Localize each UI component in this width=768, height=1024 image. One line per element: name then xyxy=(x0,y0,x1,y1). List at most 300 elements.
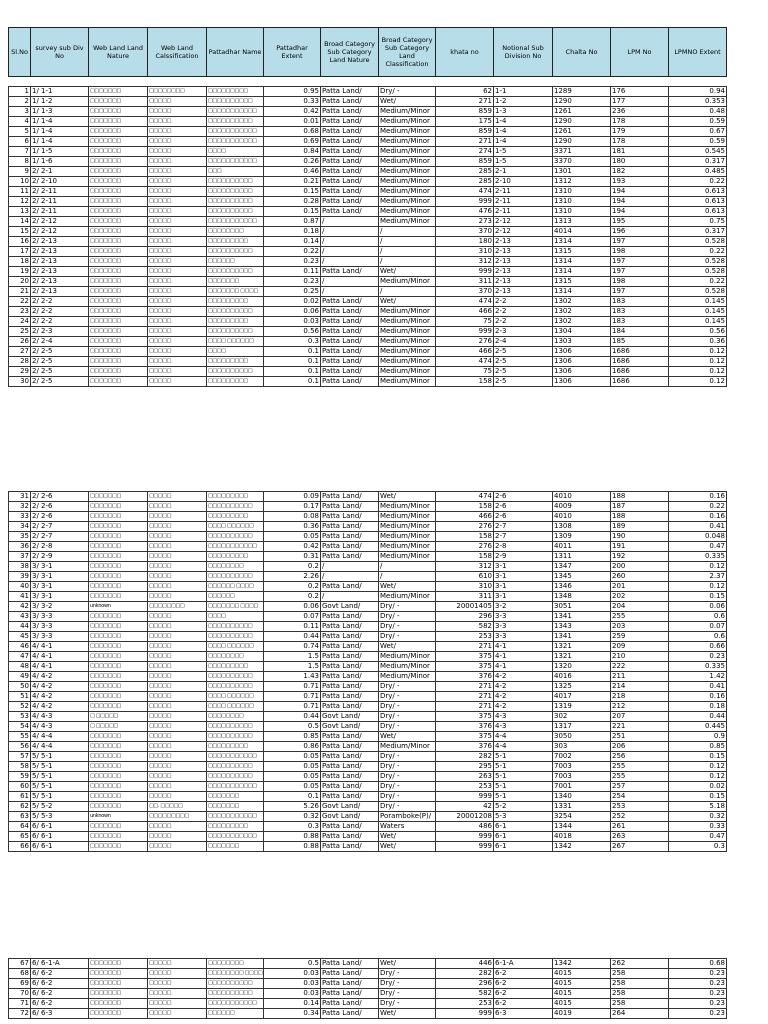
table-row xyxy=(9,157,727,167)
land-classification-cell: □□. □□□□□ xyxy=(148,802,207,812)
notional-sub-div-cell: 2-4 xyxy=(494,337,553,347)
khata-no-cell: 62 xyxy=(436,87,494,97)
lpm-no-cell: 209 xyxy=(611,642,669,652)
survey-sub-div-cell: 1/ 1-6 xyxy=(31,157,89,167)
khata-no-cell: 999 xyxy=(436,267,494,277)
pattadhar-extent-cell: 0.06 xyxy=(264,602,321,612)
pattadhar-name-cell: □□□□ □□□□□□ xyxy=(207,642,264,652)
chalta-no-cell: 1321 xyxy=(553,652,611,662)
sl-no-cell: 15 xyxy=(9,227,31,237)
broad-land-nature-cell: / xyxy=(321,217,379,227)
land-nature-cell: □□□□□□□ xyxy=(89,167,148,177)
survey-sub-div-cell: 5/ 5-1 xyxy=(31,772,89,782)
lpm-extent-cell: 0.06 xyxy=(669,602,727,612)
land-nature-cell: □□□□□□□ xyxy=(89,247,148,257)
chalta-no-cell: 1308 xyxy=(553,522,611,532)
lpm-extent-cell: 0.12 xyxy=(669,377,727,387)
land-classification-cell: □□□□□ xyxy=(148,752,207,762)
land-nature-cell: □□□□□□□ xyxy=(89,317,148,327)
land-nature-cell: □□□□□□□ xyxy=(89,137,148,147)
pattadhar-extent-cell: 0.69 xyxy=(264,137,321,147)
chalta-no-cell: 7003 xyxy=(553,772,611,782)
land-classification-cell: □□□□□ xyxy=(148,989,207,999)
khata-no-cell: 282 xyxy=(436,969,494,979)
pattadhar-name-cell: □□□□□□□□ xyxy=(207,652,264,662)
survey-sub-div-cell: 3/ 3-3 xyxy=(31,612,89,622)
survey-sub-div-cell: 3/ 3-1 xyxy=(31,572,89,582)
lpm-extent-cell: 0.528 xyxy=(669,287,727,297)
broad-land-nature-cell: Patta Land/ xyxy=(321,842,379,852)
land-classification-cell: □□□□□□□□ xyxy=(148,602,207,612)
notional-sub-div-cell: 6-2 xyxy=(494,979,553,989)
broad-land-nature-cell: / xyxy=(321,287,379,297)
survey-sub-div-cell: 6/ 6-1 xyxy=(31,822,89,832)
broad-classification-cell: Medium/Minor xyxy=(379,137,436,147)
lpm-no-cell: 192 xyxy=(611,552,669,562)
pattadhar-name-cell: □□□□□□□□□□□ xyxy=(207,127,264,137)
land-nature-cell: □□□□□□□ xyxy=(89,97,148,107)
land-nature-cell: □□□□□□□ xyxy=(89,157,148,167)
land-classification-cell: □□□□□ xyxy=(148,347,207,357)
broad-land-nature-cell: Patta Land/ xyxy=(321,692,379,702)
chalta-no-cell: 1314 xyxy=(553,237,611,247)
broad-classification-cell: Dry/ - xyxy=(379,622,436,632)
khata-no-cell: 175 xyxy=(436,117,494,127)
broad-land-nature-cell: / xyxy=(321,237,379,247)
lpm-no-cell: 258 xyxy=(611,979,669,989)
lpm-extent-cell: 0.9 xyxy=(669,732,727,742)
records-table-block-2 xyxy=(8,491,727,852)
pattadhar-name-cell: □□□□□□□□□□□ xyxy=(207,782,264,792)
sl-no-cell: 19 xyxy=(9,267,31,277)
notional-sub-div-cell: 2-13 xyxy=(494,277,553,287)
table-row xyxy=(9,959,727,969)
land-nature-cell: □□□□□□□ xyxy=(89,979,148,989)
pattadhar-name-cell: □□□□□□□□□□□ xyxy=(207,752,264,762)
pattadhar-name-cell: □□□□□□□□□ xyxy=(207,492,264,502)
pattadhar-extent-cell: 0.03 xyxy=(264,969,321,979)
notional-sub-div-cell: 2-13 xyxy=(494,287,553,297)
sl-no-cell: 69 xyxy=(9,979,31,989)
lpm-no-cell: 197 xyxy=(611,257,669,267)
chalta-no-cell: 1311 xyxy=(553,552,611,562)
broad-land-nature-cell: Patta Land/ xyxy=(321,267,379,277)
notional-sub-div-cell: 1-5 xyxy=(494,147,553,157)
pattadhar-name-cell: □□□□□□□□□□ xyxy=(207,772,264,782)
khata-no-cell: 312 xyxy=(436,562,494,572)
sl-no-cell: 68 xyxy=(9,969,31,979)
notional-sub-div-cell: 2-13 xyxy=(494,247,553,257)
land-nature-cell: □□□□□□□ xyxy=(89,307,148,317)
sl-no-cell: 30 xyxy=(9,377,31,387)
sl-no-cell: 41 xyxy=(9,592,31,602)
lpm-no-cell: 200 xyxy=(611,562,669,572)
land-classification-cell: □□□□□ xyxy=(148,287,207,297)
lpm-no-cell: 257 xyxy=(611,782,669,792)
land-classification-cell: □□□□□ xyxy=(148,542,207,552)
broad-classification-cell: Dry/ - xyxy=(379,612,436,622)
lpm-no-cell: 262 xyxy=(611,959,669,969)
sl-no-cell: 1 xyxy=(9,87,31,97)
column-header-table xyxy=(8,27,727,77)
survey-sub-div-cell: 2/ 2-7 xyxy=(31,532,89,542)
chalta-no-cell: 1341 xyxy=(553,612,611,622)
broad-land-nature-cell: Patta Land/ xyxy=(321,682,379,692)
khata-no-cell: 999 xyxy=(436,842,494,852)
survey-sub-div-cell: 4/ 4-2 xyxy=(31,702,89,712)
broad-classification-cell: Wet/ xyxy=(379,642,436,652)
table-row xyxy=(9,287,727,297)
chalta-no-cell: 1345 xyxy=(553,572,611,582)
survey-sub-div-cell: 2/ 2-13 xyxy=(31,267,89,277)
broad-land-nature-cell: Patta Land/ xyxy=(321,642,379,652)
pattadhar-name-cell: □□□□□□□□□□ xyxy=(207,989,264,999)
land-classification-cell: □□□□□ xyxy=(148,502,207,512)
broad-classification-cell: Wet/ xyxy=(379,732,436,742)
khata-no-cell: 582 xyxy=(436,989,494,999)
header-cell: Broad Category Sub Category Land Nature xyxy=(321,28,379,77)
broad-classification-cell: Medium/Minor xyxy=(379,117,436,127)
khata-no-cell: 859 xyxy=(436,107,494,117)
survey-sub-div-cell: 4/ 4-1 xyxy=(31,662,89,672)
land-nature-cell: □□□□□□□ xyxy=(89,642,148,652)
chalta-no-cell: 1304 xyxy=(553,327,611,337)
chalta-no-cell: 1289 xyxy=(553,87,611,97)
sl-no-cell: 46 xyxy=(9,642,31,652)
notional-sub-div-cell: 2-5 xyxy=(494,377,553,387)
lpm-no-cell: 204 xyxy=(611,602,669,612)
lpm-no-cell: 1686 xyxy=(611,367,669,377)
khata-no-cell: 474 xyxy=(436,297,494,307)
lpm-no-cell: 1686 xyxy=(611,357,669,367)
table-row xyxy=(9,969,727,979)
survey-sub-div-cell: 2/ 2-8 xyxy=(31,542,89,552)
broad-land-nature-cell: Patta Land/ xyxy=(321,127,379,137)
khata-no-cell: 375 xyxy=(436,712,494,722)
chalta-no-cell: 1290 xyxy=(553,97,611,107)
lpm-extent-cell: 0.23 xyxy=(669,969,727,979)
table-row xyxy=(9,552,727,562)
chalta-no-cell: 1343 xyxy=(553,622,611,632)
lpm-extent-cell: 0.445 xyxy=(669,722,727,732)
header-row xyxy=(9,28,727,77)
land-nature-cell: □□□□□□□ xyxy=(89,832,148,842)
lpm-no-cell: 178 xyxy=(611,137,669,147)
lpm-no-cell: 254 xyxy=(611,792,669,802)
table-row xyxy=(9,802,727,812)
table-row xyxy=(9,227,727,237)
survey-sub-div-cell: 6/ 6-1 xyxy=(31,832,89,842)
table-row xyxy=(9,582,727,592)
chalta-no-cell: 4018 xyxy=(553,832,611,842)
broad-land-nature-cell: Patta Land/ xyxy=(321,762,379,772)
pattadhar-name-cell: □□□□□□□□□□ xyxy=(207,117,264,127)
broad-classification-cell: / xyxy=(379,562,436,572)
lpm-extent-cell: 0.15 xyxy=(669,592,727,602)
lpm-no-cell: 211 xyxy=(611,672,669,682)
chalta-no-cell: 3051 xyxy=(553,602,611,612)
broad-classification-cell: Medium/Minor xyxy=(379,197,436,207)
sl-no-cell: 10 xyxy=(9,177,31,187)
land-nature-cell: unknown xyxy=(89,812,148,822)
broad-land-nature-cell: Patta Land/ xyxy=(321,542,379,552)
lpm-extent-cell: 0.6 xyxy=(669,612,727,622)
lpm-extent-cell: 0.23 xyxy=(669,1009,727,1019)
broad-classification-cell: Medium/Minor xyxy=(379,207,436,217)
lpm-no-cell: 197 xyxy=(611,237,669,247)
lpm-extent-cell: 0.47 xyxy=(669,542,727,552)
chalta-no-cell: 4015 xyxy=(553,979,611,989)
chalta-no-cell: 1310 xyxy=(553,187,611,197)
land-nature-cell: □□□□□□□ xyxy=(89,842,148,852)
lpm-extent-cell: 0.22 xyxy=(669,277,727,287)
land-nature-cell: □□□□□□□ xyxy=(89,257,148,267)
pattadhar-extent-cell: 0.85 xyxy=(264,732,321,742)
table-row xyxy=(9,247,727,257)
table-row xyxy=(9,317,727,327)
khata-no-cell: 582 xyxy=(436,622,494,632)
broad-classification-cell: Medium/Minor xyxy=(379,317,436,327)
broad-classification-cell: Dry/ - xyxy=(379,632,436,642)
records-table-block-1 xyxy=(8,86,727,387)
pattadhar-name-cell: □□□□□□□□□□ xyxy=(207,187,264,197)
land-nature-cell: □□□□□□□ xyxy=(89,227,148,237)
chalta-no-cell: 1301 xyxy=(553,167,611,177)
notional-sub-div-cell: 2-9 xyxy=(494,552,553,562)
survey-sub-div-cell: 6/ 6-2 xyxy=(31,989,89,999)
notional-sub-div-cell: 2-5 xyxy=(494,347,553,357)
pattadhar-extent-cell: 0.25 xyxy=(264,287,321,297)
broad-classification-cell: Dry/ - xyxy=(379,712,436,722)
pattadhar-extent-cell: 0.03 xyxy=(264,989,321,999)
header-cell: survey sub Div No xyxy=(31,28,89,77)
lpm-extent-cell: 0.36 xyxy=(669,337,727,347)
lpm-extent-cell: 0.22 xyxy=(669,177,727,187)
pattadhar-extent-cell: 0.05 xyxy=(264,752,321,762)
sl-no-cell: 12 xyxy=(9,197,31,207)
lpm-extent-cell: 0.12 xyxy=(669,347,727,357)
notional-sub-div-cell: 2-3 xyxy=(494,327,553,337)
pattadhar-name-cell: □□□□□□□ □□□□ xyxy=(207,602,264,612)
pattadhar-extent-cell: 0.56 xyxy=(264,327,321,337)
land-nature-cell: □□□□□□□ xyxy=(89,562,148,572)
lpm-extent-cell: 0.15 xyxy=(669,752,727,762)
land-classification-cell: □□□□□ xyxy=(148,357,207,367)
lpm-extent-cell: 0.23 xyxy=(669,999,727,1009)
notional-sub-div-cell: 5-3 xyxy=(494,812,553,822)
lpm-no-cell: 196 xyxy=(611,227,669,237)
survey-sub-div-cell: 2/ 2-6 xyxy=(31,502,89,512)
broad-land-nature-cell: Govt Land/ xyxy=(321,722,379,732)
pattadhar-extent-cell: 0.46 xyxy=(264,167,321,177)
land-nature-cell: □□□□□□□ xyxy=(89,267,148,277)
khata-no-cell: 276 xyxy=(436,337,494,347)
land-nature-cell: □□□□□□□ xyxy=(89,512,148,522)
broad-land-nature-cell: Patta Land/ xyxy=(321,969,379,979)
notional-sub-div-cell: 4-2 xyxy=(494,672,553,682)
survey-sub-div-cell: 6/ 6-2 xyxy=(31,979,89,989)
table-row xyxy=(9,722,727,732)
survey-sub-div-cell: 6/ 6-3 xyxy=(31,1009,89,1019)
table-row xyxy=(9,979,727,989)
broad-classification-cell: Medium/Minor xyxy=(379,357,436,367)
pattadhar-extent-cell: 0.3 xyxy=(264,337,321,347)
land-nature-cell: □□□□□□□ xyxy=(89,702,148,712)
lpm-no-cell: 218 xyxy=(611,692,669,702)
lpm-no-cell: 198 xyxy=(611,247,669,257)
lpm-no-cell: 180 xyxy=(611,157,669,167)
land-classification-cell: □□□□□ xyxy=(148,822,207,832)
table-row xyxy=(9,742,727,752)
table-row xyxy=(9,127,727,137)
sl-no-cell: 42 xyxy=(9,602,31,612)
broad-land-nature-cell: Govt Land/ xyxy=(321,812,379,822)
sl-no-cell: 55 xyxy=(9,732,31,742)
land-classification-cell: □□□□□ xyxy=(148,227,207,237)
pattadhar-name-cell: □□□□□□□□□□□ xyxy=(207,812,264,822)
lpm-extent-cell: 0.23 xyxy=(669,989,727,999)
chalta-no-cell: 7003 xyxy=(553,762,611,772)
broad-land-nature-cell: Patta Land/ xyxy=(321,197,379,207)
table-row xyxy=(9,147,727,157)
land-classification-cell: □□□□□ xyxy=(148,722,207,732)
chalta-no-cell: 1342 xyxy=(553,842,611,852)
land-nature-cell: □□□□□□□ xyxy=(89,87,148,97)
khata-no-cell: 158 xyxy=(436,502,494,512)
lpm-extent-cell: 0.545 xyxy=(669,147,727,157)
pattadhar-name-cell: □□□ xyxy=(207,167,264,177)
pattadhar-extent-cell: 0.14 xyxy=(264,237,321,247)
notional-sub-div-cell: 2-7 xyxy=(494,522,553,532)
lpm-no-cell: 188 xyxy=(611,492,669,502)
khata-no-cell: 274 xyxy=(436,147,494,157)
pattadhar-extent-cell: 0.34 xyxy=(264,1009,321,1019)
notional-sub-div-cell: 5-1 xyxy=(494,752,553,762)
pattadhar-extent-cell: 0.02 xyxy=(264,297,321,307)
khata-no-cell: 296 xyxy=(436,979,494,989)
broad-land-nature-cell: Patta Land/ xyxy=(321,792,379,802)
broad-land-nature-cell: Govt Land/ xyxy=(321,602,379,612)
notional-sub-div-cell: 3-3 xyxy=(494,612,553,622)
sl-no-cell: 72 xyxy=(9,1009,31,1019)
broad-land-nature-cell: Patta Land/ xyxy=(321,317,379,327)
pattadhar-extent-cell: 1.5 xyxy=(264,662,321,672)
land-classification-cell: □□□□□ xyxy=(148,552,207,562)
notional-sub-div-cell: 2-2 xyxy=(494,317,553,327)
notional-sub-div-cell: 5-1 xyxy=(494,792,553,802)
broad-classification-cell: Dry/ - xyxy=(379,802,436,812)
khata-no-cell: 375 xyxy=(436,652,494,662)
land-classification-cell: □□□□□ xyxy=(148,959,207,969)
sl-no-cell: 34 xyxy=(9,522,31,532)
lpm-no-cell: 212 xyxy=(611,702,669,712)
notional-sub-div-cell: 1-4 xyxy=(494,127,553,137)
broad-land-nature-cell: Patta Land/ xyxy=(321,1009,379,1019)
lpm-no-cell: 203 xyxy=(611,622,669,632)
lpm-extent-cell: 0.12 xyxy=(669,367,727,377)
chalta-no-cell: 4016 xyxy=(553,672,611,682)
pattadhar-extent-cell: 0.36 xyxy=(264,522,321,532)
pattadhar-extent-cell: 0.23 xyxy=(264,257,321,267)
lpm-extent-cell: 0.59 xyxy=(669,117,727,127)
khata-no-cell: 253 xyxy=(436,632,494,642)
lpm-no-cell: 194 xyxy=(611,207,669,217)
survey-sub-div-cell: 2/ 2-11 xyxy=(31,187,89,197)
land-classification-cell: □□□□□ xyxy=(148,762,207,772)
land-classification-cell: □□□□□ xyxy=(148,117,207,127)
pattadhar-extent-cell: 0.31 xyxy=(264,552,321,562)
pattadhar-name-cell: □□□□ xyxy=(207,347,264,357)
lpm-no-cell: 261 xyxy=(611,822,669,832)
khata-no-cell: 466 xyxy=(436,307,494,317)
chalta-no-cell: 1325 xyxy=(553,682,611,692)
chalta-no-cell: 1261 xyxy=(553,127,611,137)
pattadhar-extent-cell: 0.28 xyxy=(264,197,321,207)
land-nature-cell: □□□□□□□ xyxy=(89,989,148,999)
lpm-no-cell: 263 xyxy=(611,832,669,842)
broad-land-nature-cell: Patta Land/ xyxy=(321,822,379,832)
broad-land-nature-cell: Patta Land/ xyxy=(321,337,379,347)
chalta-no-cell: 302 xyxy=(553,712,611,722)
land-classification-cell: □□□□□ xyxy=(148,187,207,197)
survey-sub-div-cell: 4/ 4-2 xyxy=(31,672,89,682)
broad-land-nature-cell: / xyxy=(321,572,379,582)
notional-sub-div-cell: 1-2 xyxy=(494,97,553,107)
survey-sub-div-cell: 6/ 6-2 xyxy=(31,999,89,1009)
sl-no-cell: 63 xyxy=(9,812,31,822)
broad-classification-cell: Dry/ - xyxy=(379,772,436,782)
notional-sub-div-cell: 2-10 xyxy=(494,177,553,187)
land-classification-cell: □□□□□ xyxy=(148,742,207,752)
sl-no-cell: 38 xyxy=(9,562,31,572)
land-nature-cell: □□□□□□□ xyxy=(89,1009,148,1019)
lpm-extent-cell: 0.12 xyxy=(669,762,727,772)
broad-land-nature-cell: Patta Land/ xyxy=(321,732,379,742)
survey-sub-div-cell: 2/ 2-10 xyxy=(31,177,89,187)
lpm-extent-cell: 0.528 xyxy=(669,237,727,247)
notional-sub-div-cell: 2-13 xyxy=(494,237,553,247)
lpm-no-cell: 178 xyxy=(611,117,669,127)
records-table-block-3 xyxy=(8,958,727,1019)
broad-land-nature-cell: / xyxy=(321,562,379,572)
land-nature-cell: □□□□□□□ xyxy=(89,682,148,692)
lpm-extent-cell: 0.528 xyxy=(669,267,727,277)
survey-sub-div-cell: 3/ 3-3 xyxy=(31,632,89,642)
pattadhar-name-cell: □□□□□□□□□□ xyxy=(207,622,264,632)
land-nature-cell: □□□□□□□ xyxy=(89,782,148,792)
land-nature-cell: □□□□□□□ xyxy=(89,217,148,227)
khata-no-cell: 446 xyxy=(436,959,494,969)
land-nature-cell: □□□□□□□ xyxy=(89,357,148,367)
land-nature-cell: □□□□□□□ xyxy=(89,287,148,297)
lpm-no-cell: 210 xyxy=(611,652,669,662)
broad-classification-cell: Dry/ - xyxy=(379,722,436,732)
pattadhar-extent-cell: 0.15 xyxy=(264,207,321,217)
notional-sub-div-cell: 3-3 xyxy=(494,622,553,632)
notional-sub-div-cell: 3-1 xyxy=(494,572,553,582)
broad-land-nature-cell: Patta Land/ xyxy=(321,662,379,672)
khata-no-cell: 859 xyxy=(436,157,494,167)
pattadhar-name-cell: □□□□□□□□□□□ xyxy=(207,157,264,167)
table-row xyxy=(9,572,727,582)
survey-sub-div-cell: 1/ 1-4 xyxy=(31,117,89,127)
pattadhar-extent-cell: 2.26 xyxy=(264,572,321,582)
broad-land-nature-cell: Patta Land/ xyxy=(321,377,379,387)
broad-classification-cell: Dry/ - xyxy=(379,969,436,979)
pattadhar-extent-cell: 0.23 xyxy=(264,277,321,287)
survey-sub-div-cell: 2/ 2-13 xyxy=(31,247,89,257)
land-classification-cell: □□□□□ xyxy=(148,317,207,327)
